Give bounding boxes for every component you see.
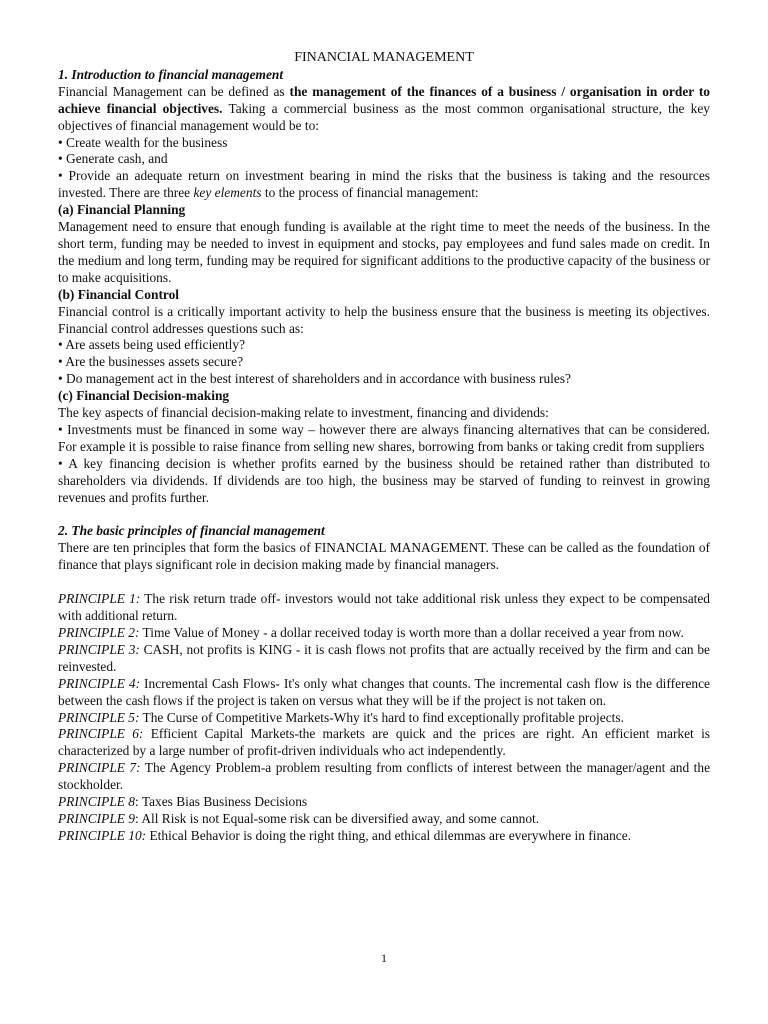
objective-bullet [58,168,710,202]
principle-2 [58,625,710,642]
principle-5 [58,710,710,727]
principle-10 [58,828,710,845]
section-1-intro [58,84,710,135]
intro-text-continued: Taking a commercial business as the most common organisational structure, the key objectives of financial management would be to: [58,100,710,133]
financial-planning-heading: (a) Financial Planning [58,202,186,218]
principle-label: PRINCIPLE 1: [58,591,141,607]
principle-6 [58,726,710,760]
objective-bullet-text: • Provide an adequate return on investment bearing in mind the risks that the business is taking and the resources invested. [58,168,710,201]
financial-planning-text: Management need to ensure that enough funding is available at the right time to meet the needs of the business. In the short term, funding may be needed to invest in equipment and stocks, pay employees and fund sales made on credit. In the medium and long term, funding may be required for significant additions to the productive capacity of the business or to make acquisitions. [58,219,710,285]
principle-text: : All Risk is not Equal-some risk can be diversified away, and some cannot. [135,810,540,826]
principle-text: The risk return trade off- investors would not take additional risk unless they expect to be compensated with additional return. [58,591,710,624]
principle-label: PRINCIPLE 2: [58,625,140,640]
spacer [58,506,710,523]
principle-text: The Curse of Competitive Markets-Why it's hard to find exceptionally profitable projects. [139,709,624,725]
principle-label: PRINCIPLE 5: [58,709,140,725]
principle-1 [58,591,710,625]
principle-label: PRINCIPLE 3: [58,641,140,657]
principle-3 [58,642,710,676]
principle-label: PRINCIPLE 8 [58,794,135,810]
intro-text: Financial Management can be defined as [58,83,290,99]
spacer [58,574,710,591]
section-1-heading: 1. Introduction to financial management [58,66,284,82]
decision-bullet: • Investments must be financed in some way – however there are always financing alternatives that can be considered. For example it is possible to raise finance from selling new shares, borrowing from banks or taking credit from suppliers [58,421,710,454]
principle-label: PRINCIPLE 9 [58,810,135,826]
principle-text: Time Value of Money - a dollar received today is worth more than a dollar received a year from now. [139,625,684,640]
principle-label: PRINCIPLE 10: [58,827,147,843]
decision-making-heading: (c) Financial Decision-making [58,388,230,404]
financial-control-text: Financial control is a critically important activity to help the business ensure that the business is meeting its objectives. Financial control addresses questions such as: [58,303,710,336]
principle-label: PRINCIPLE 6: [58,726,144,742]
principle-text: Ethical Behavior is doing the right thing, and ethical dilemmas are everywhere in finance. [146,827,632,843]
key-elements-text-continued: to the process of financial management: [261,185,479,201]
key-elements-emphasis: key elements [193,185,262,201]
document-page [58,50,710,845]
decision-making-text: The key aspects of financial decision-making relate to investment, financing and dividends: [58,405,549,421]
page-number: 1 [381,951,387,965]
control-bullet: • Are the businesses assets secure? [58,354,244,370]
principle-text: CASH, not profits is KING - it is cash flows not profits that are actually received by the firm and can be reinvested. [58,641,710,674]
intro-bold-text: the management of the finances of a business / organisation in order to achieve financial objectives. [58,83,710,116]
principle-7 [58,760,710,794]
principle-text: : Taxes Bias Business Decisions [135,794,308,810]
principle-text: Incremental Cash Flows- It's only what changes that counts. The incremental cash flow is the difference between the cash flows if the project is taken on versus what they will be if the project is not taken on. [58,675,710,708]
principle-9 [58,811,710,828]
objective-bullet: • Generate cash, and [58,151,168,167]
principle-text: Efficient Capital Markets-the markets are quick and the prices are right. An efficient market is characterized by a large number of profit-driven individuals who act independently. [58,726,711,759]
control-bullet: • Are assets being used efficiently? [58,337,246,353]
principle-4 [58,676,710,710]
section-2-intro: There are ten principles that form the basics of FINANCIAL MANAGEMENT. These can be called as the foundation of finance that plays significant role in decision making made by financial managers. [58,540,710,573]
principle-label: PRINCIPLE 4: [58,675,141,691]
principle-text: The Agency Problem-a problem resulting from conflicts of interest between the manager/agent and the stockholder. [58,760,711,793]
principle-8 [58,794,710,811]
financial-control-heading: (b) Financial Control [58,286,180,302]
objective-bullet: • Create wealth for the business [58,134,228,150]
section-2-heading: 2. The basic principles of financial management [58,523,325,539]
principle-label: PRINCIPLE 7: [58,760,141,776]
control-bullet: • Do management act in the best interest of shareholders and in accordance with business rules? [58,371,571,387]
page-title: FINANCIAL MANAGEMENT [294,50,474,65]
key-elements-text: There are three [105,185,194,201]
decision-bullet: • A key financing decision is whether profits earned by the business should be retained rather than distributed to shareholders via dividends. If dividends are too high, the business may be starved of funding to reinvest in growing revenues and profits further. [58,455,710,505]
